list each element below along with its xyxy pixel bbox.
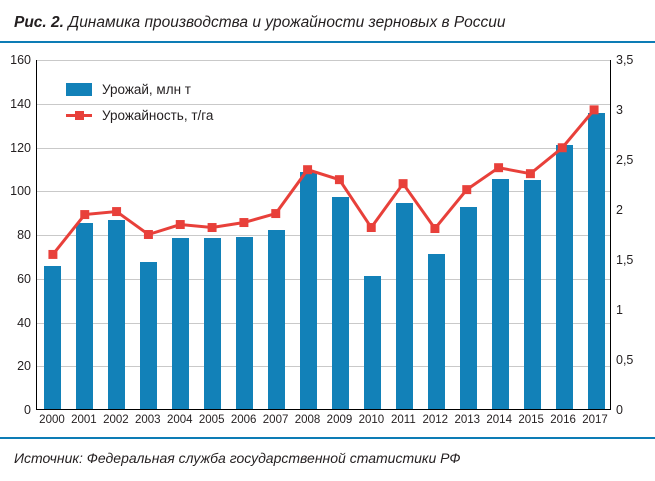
line-marker	[462, 185, 471, 194]
yield-line	[53, 107, 594, 255]
y-tick-label-left: 80	[17, 227, 31, 242]
y-tick-label-right: 2	[616, 202, 623, 217]
x-tick-label: 2012	[422, 414, 449, 426]
title-divider	[0, 41, 655, 43]
y-tick-label-right: 0,5	[616, 352, 634, 367]
line-marker	[271, 209, 280, 218]
x-tick-label: 2014	[486, 414, 512, 426]
line-marker	[399, 179, 408, 188]
y-tick-label-left: 120	[10, 140, 31, 155]
x-tick-label: 2000	[39, 414, 65, 426]
x-tick-label: 2006	[230, 414, 257, 426]
x-tick-label: 2010	[358, 414, 385, 426]
y-axis-right	[616, 52, 651, 417]
legend-item-yield	[66, 102, 213, 128]
x-tick-label: 2009	[326, 414, 353, 426]
y-tick-label-right: 1	[616, 302, 623, 317]
x-axis-labels	[36, 414, 611, 434]
plot-area	[0, 48, 655, 433]
y-tick-label-left: 60	[17, 271, 31, 286]
x-tick-label: 2017	[582, 414, 608, 426]
y-axis-left	[0, 52, 31, 417]
y-tick-label-right: 0	[616, 402, 623, 417]
bar-swatch-icon	[66, 83, 92, 96]
legend-label-harvest: Урожай, млн т	[102, 81, 191, 97]
figure-title-text: Динамика производства и урожайности зерновых в России	[63, 14, 506, 31]
source-divider	[0, 437, 655, 439]
x-tick-label: 2013	[454, 414, 481, 426]
x-tick-label: 2011	[390, 414, 416, 426]
line-marker	[144, 230, 153, 239]
figure-number: Рис. 2.	[14, 14, 64, 31]
line-marker	[176, 220, 185, 229]
line-marker	[335, 175, 344, 184]
chart-legend	[66, 76, 213, 128]
line-swatch-icon	[66, 109, 92, 122]
line-marker	[558, 143, 567, 152]
legend-label-yield: Урожайность, т/га	[102, 107, 214, 123]
x-tick-label: 2005	[198, 414, 225, 426]
y-tick-label-left: 140	[10, 96, 31, 111]
line-marker	[590, 105, 599, 114]
x-tick-label: 2007	[262, 414, 289, 426]
line-marker	[239, 218, 248, 227]
line-marker	[430, 224, 439, 233]
y-tick-label-left: 160	[10, 52, 31, 67]
x-tick-label: 2015	[518, 414, 544, 426]
x-tick-label: 2008	[294, 414, 321, 426]
x-tick-label: 2016	[550, 414, 576, 426]
x-tick-label: 2004	[166, 414, 193, 426]
y-tick-label-right: 2,5	[616, 152, 634, 167]
y-tick-label-right: 1,5	[616, 252, 634, 267]
line-marker	[80, 210, 89, 219]
line-marker	[526, 169, 535, 178]
y-tick-label-left: 100	[10, 184, 31, 198]
line-marker	[48, 250, 57, 259]
x-tick-label: 2001	[71, 414, 97, 426]
line-marker	[303, 165, 312, 174]
y-tick-label-left: 20	[17, 359, 31, 373]
y-tick-label-right: 3	[616, 102, 623, 117]
x-tick-label: 2002	[103, 414, 129, 426]
legend-item-harvest	[66, 76, 213, 102]
x-tick-label: 2003	[135, 414, 161, 426]
y-tick-label-right: 3,5	[616, 52, 634, 67]
source-note: Источник: Федеральная служба государственной статистики РФ	[14, 450, 461, 466]
line-marker	[112, 207, 121, 216]
line-marker	[494, 163, 503, 172]
y-tick-label-left: 40	[17, 315, 31, 330]
y-tick-label-left: 0	[24, 402, 31, 417]
figure-title	[14, 14, 644, 32]
line-marker	[208, 223, 217, 232]
line-marker	[367, 223, 376, 232]
